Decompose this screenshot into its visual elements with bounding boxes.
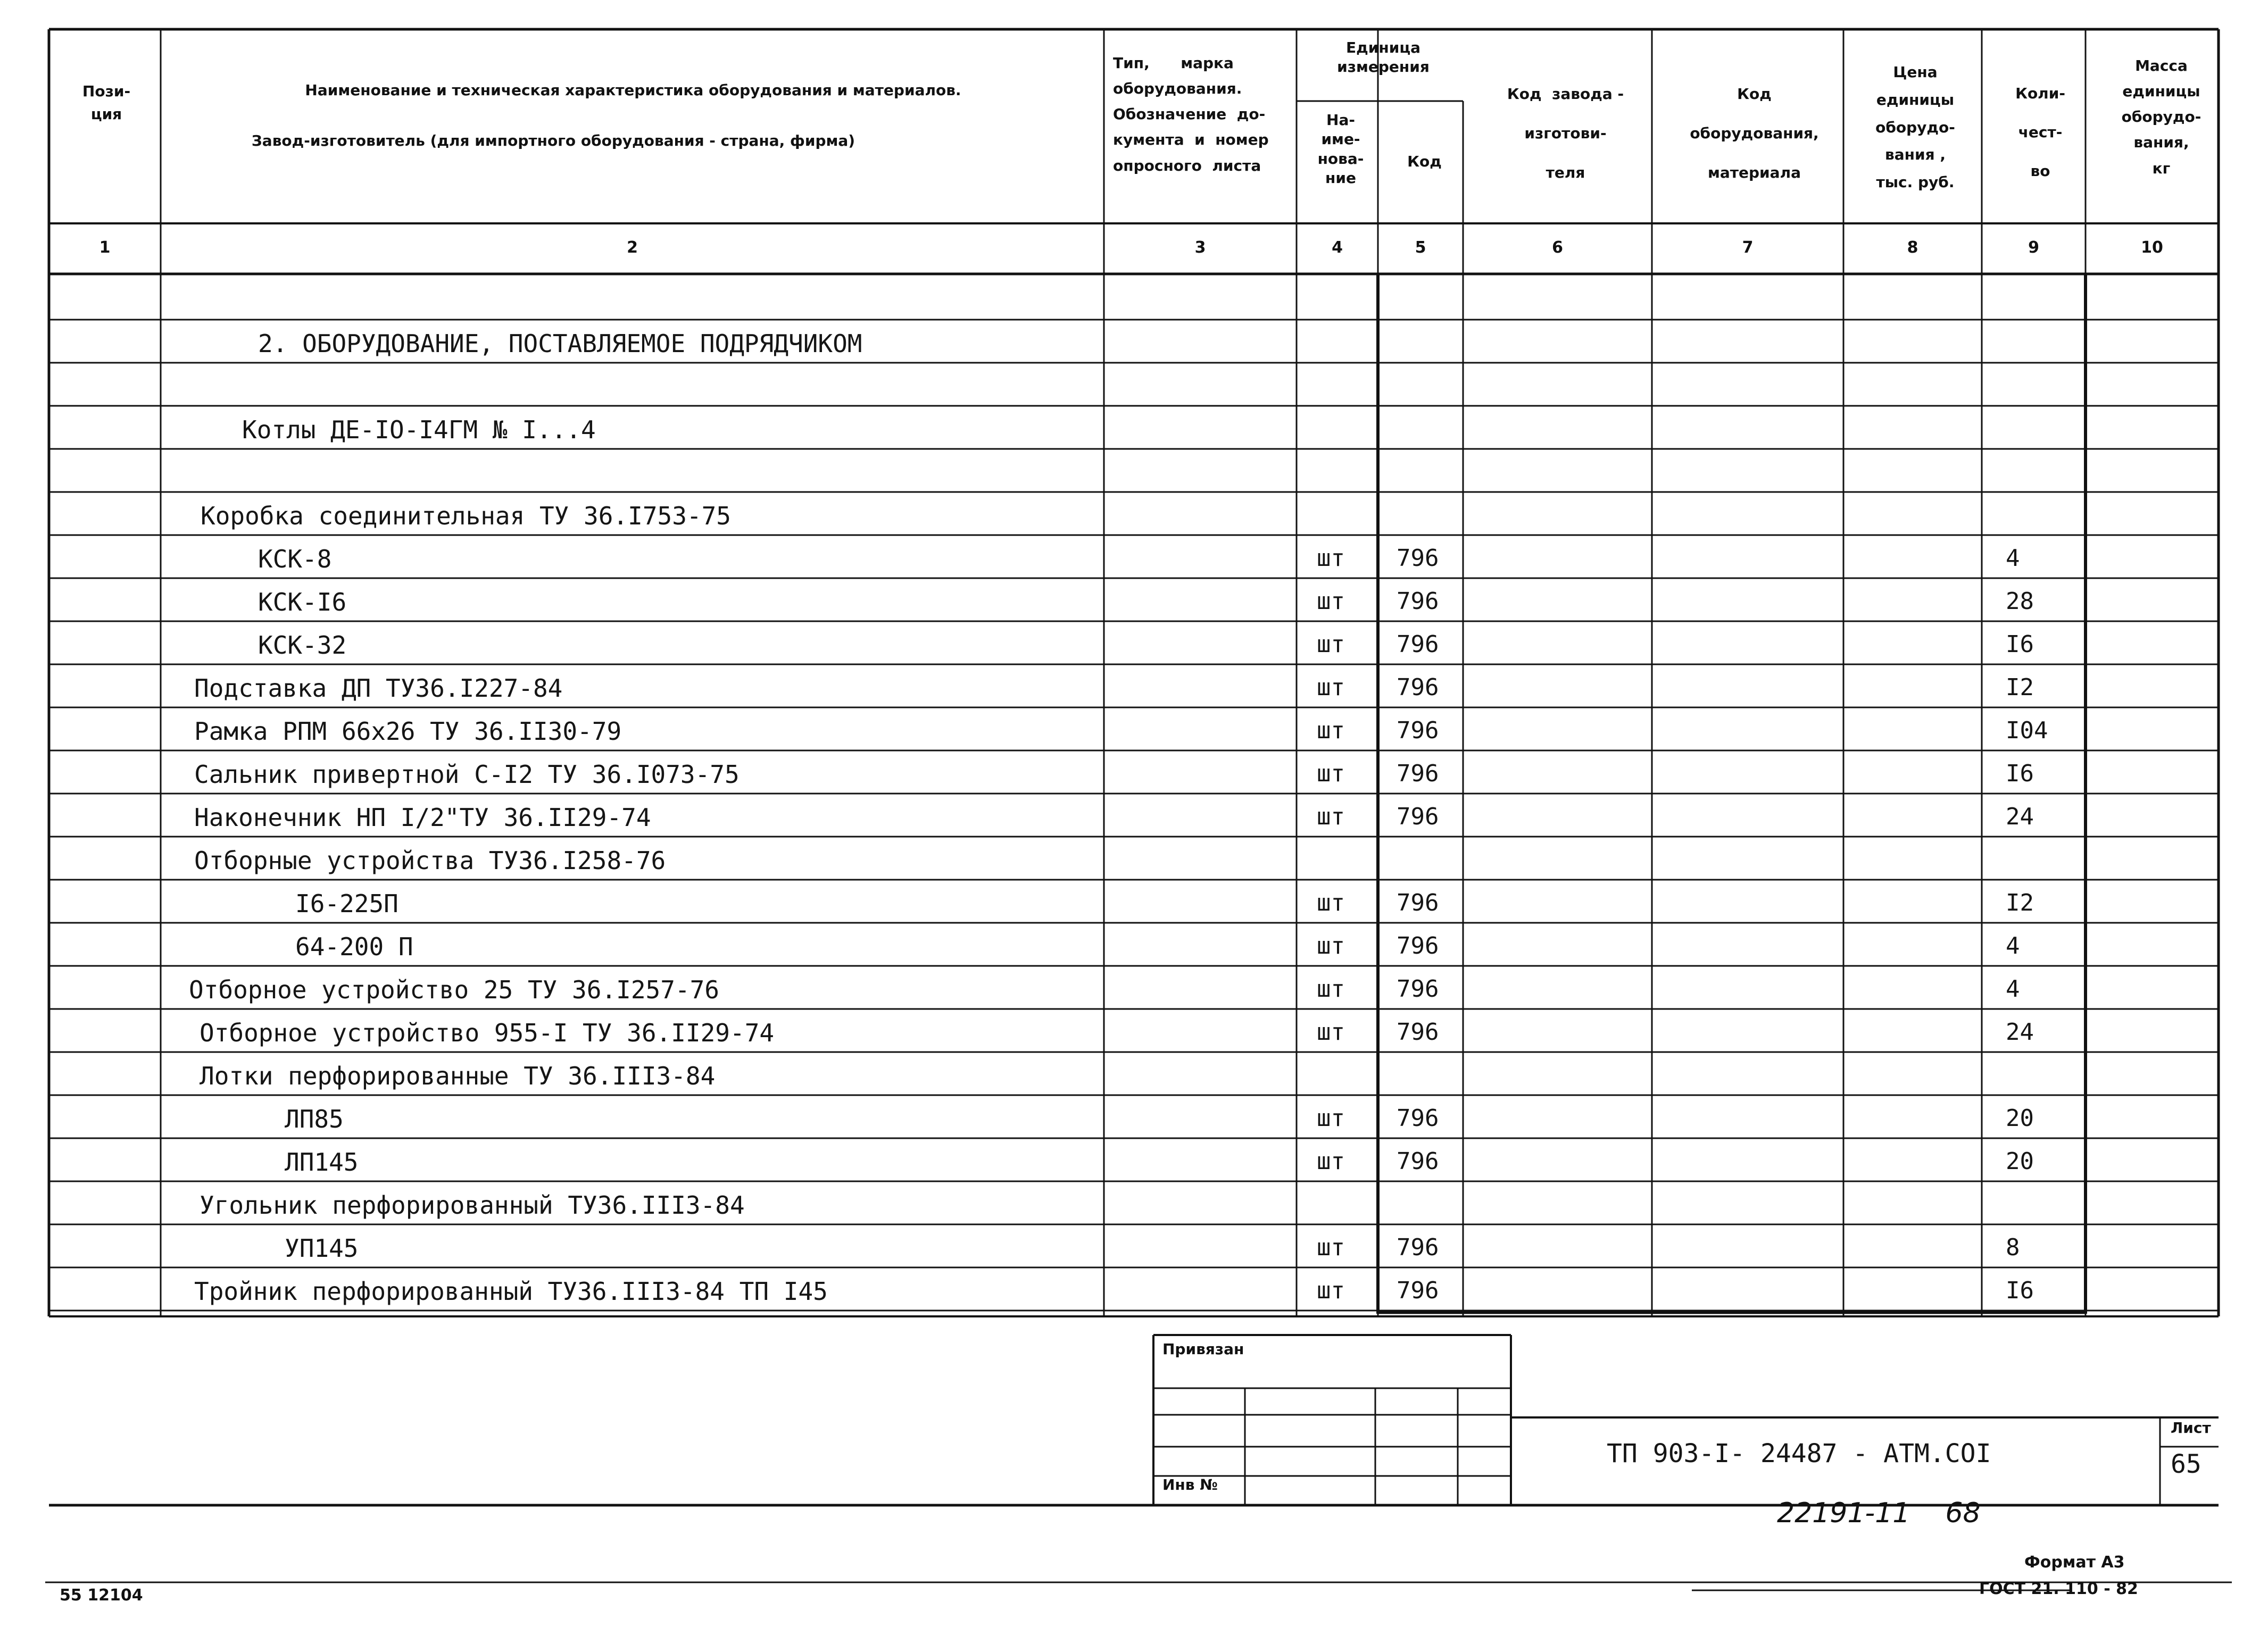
item-name: Рамка РПМ 66х26 ТУ 36.II30-79	[194, 717, 622, 746]
unit-name: шт	[1317, 1277, 1345, 1304]
item-name: ЛП145	[285, 1148, 359, 1177]
header-col5: Код	[1407, 153, 1442, 170]
unit-code: 796	[1397, 1105, 1439, 1132]
item-name: КСК-32	[258, 631, 347, 660]
left-code-label: 55 12104	[60, 1586, 143, 1605]
quantity: I2	[2006, 889, 2034, 916]
unit-name: шт	[1317, 975, 1345, 1003]
unit-code: 796	[1397, 932, 1439, 959]
column-number: 9	[2028, 238, 2039, 257]
unit-name: шт	[1317, 1234, 1345, 1261]
handwritten-archive-number: 22191-11 68	[1777, 1497, 1981, 1529]
format-label: Формат А3	[2024, 1553, 2125, 1572]
unit-code: 796	[1397, 717, 1439, 744]
item-name: Отборное устройство 25 ТУ 36.I257-76	[189, 975, 719, 1004]
header-col1: Пози- ция	[82, 82, 131, 123]
unit-name: шт	[1317, 1148, 1345, 1175]
unit-name: шт	[1317, 760, 1345, 787]
quantity: I2	[2006, 674, 2034, 701]
header-col2-line1: Наименование и техническая характеристика оборудования и материалов.	[305, 81, 961, 99]
stamp-sheet-number: 65	[2171, 1449, 2201, 1479]
unit-code: 796	[1397, 760, 1439, 787]
header-unit-group: Единица измерения	[1337, 39, 1430, 76]
item-name: КСК-I6	[258, 588, 347, 616]
item-name: Коробка соединительная ТУ 36.I753-75	[201, 502, 731, 530]
item-name: I6-225П	[295, 889, 398, 918]
item-name: Угольник перфорированный ТУ36.III3-84	[200, 1191, 745, 1220]
header-col10: Масса единицы оборудо- вания, кг	[2121, 57, 2201, 177]
quantity: I6	[2006, 1277, 2034, 1304]
column-number: 6	[1552, 238, 1563, 257]
item-name: ЛП85	[285, 1105, 344, 1133]
header-col8: Цена единицы оборудо- вания , тыс. руб.	[1875, 63, 1955, 191]
item-name: Сальник привертной С-I2 ТУ 36.I073-75	[194, 760, 740, 789]
unit-code: 796	[1397, 1277, 1439, 1304]
item-name: Наконечник НП I/2"ТУ 36.II29-74	[194, 803, 651, 832]
unit-name: шт	[1317, 631, 1345, 658]
item-name: Лотки перфорированные ТУ 36.III3-84	[200, 1062, 716, 1090]
unit-code: 796	[1397, 889, 1439, 916]
quantity: 20	[2006, 1148, 2034, 1175]
item-name: Подставка ДП ТУ36.I227-84	[194, 674, 563, 703]
unit-code: 796	[1397, 545, 1439, 572]
item-name: Тройник перфорированный ТУ36.III3-84 ТП I45	[194, 1277, 828, 1306]
header-col6: Код завода - изготови- теля	[1507, 85, 1624, 182]
unit-code: 796	[1397, 975, 1439, 1003]
unit-code: 796	[1397, 803, 1439, 830]
unit-name: шт	[1317, 803, 1345, 830]
header-col7: Код оборудования, материала	[1690, 85, 1819, 182]
header-col4: На- име- нова- ние	[1317, 111, 1364, 187]
quantity: I04	[2006, 717, 2048, 744]
quantity: 8	[2006, 1234, 2020, 1261]
item-name: УП145	[285, 1234, 359, 1263]
stamp-inv-label: Инв №	[1162, 1476, 1218, 1493]
unit-name: шт	[1317, 1019, 1345, 1046]
unit-name: шт	[1317, 545, 1345, 572]
quantity: I6	[2006, 760, 2034, 787]
quantity: 24	[2006, 803, 2034, 830]
stamp-sheet-label: Лист	[2171, 1419, 2211, 1437]
column-number: 1	[99, 238, 111, 257]
item-name: Отборные устройства ТУ36.I258-76	[194, 846, 666, 875]
header-col3: Тип, марка оборудования. Обозначение до- кумента и номер опросного листа	[1113, 54, 1269, 174]
unit-code: 796	[1397, 588, 1439, 615]
column-number: 10	[2141, 238, 2163, 257]
unit-name: шт	[1317, 588, 1345, 615]
quantity: 20	[2006, 1105, 2034, 1132]
unit-code: 796	[1397, 631, 1439, 658]
column-number: 7	[1742, 238, 1754, 257]
unit-code: 796	[1397, 1234, 1439, 1261]
quantity: 28	[2006, 588, 2034, 615]
gost-label: ГОСТ 21. 110 - 82	[1979, 1580, 2138, 1598]
item-name: 2. ОБОРУДОВАНИЕ, ПОСТАВЛЯЕМОЕ ПОДРЯДЧИКОМ	[258, 329, 862, 358]
unit-name: шт	[1317, 1105, 1345, 1132]
item-name: Отборное устройство 955-I ТУ 36.II29-74	[200, 1019, 775, 1047]
column-number: 3	[1194, 238, 1206, 257]
unit-code: 796	[1397, 1019, 1439, 1046]
stamp-doc-code: ТП 903-I- 24487 - АТМ.СОI	[1607, 1439, 1991, 1469]
quantity: I6	[2006, 631, 2034, 658]
header-col9: Коли- чест- во	[2015, 85, 2065, 180]
quantity: 4	[2006, 932, 2020, 959]
item-name: 64-200 П	[295, 932, 413, 961]
column-number: 8	[1907, 238, 1918, 257]
unit-name: шт	[1317, 674, 1345, 701]
column-number: 5	[1415, 238, 1426, 257]
item-name: Котлы ДЕ-IO-I4ГМ № I...4	[242, 415, 596, 444]
item-name: КСК-8	[258, 545, 332, 573]
unit-code: 796	[1397, 1148, 1439, 1175]
unit-name: шт	[1317, 717, 1345, 744]
quantity: 4	[2006, 545, 2020, 572]
column-number: 2	[627, 238, 638, 257]
column-number: 4	[1332, 238, 1343, 257]
stamp-attached-label: Привязан	[1162, 1340, 1244, 1358]
unit-name: шт	[1317, 889, 1345, 916]
quantity: 24	[2006, 1019, 2034, 1046]
unit-name: шт	[1317, 932, 1345, 959]
header-col2-line2: Завод-изготовитель (для импортного оборудования - страна, фирма)	[251, 132, 855, 149]
quantity: 4	[2006, 975, 2020, 1003]
unit-code: 796	[1397, 674, 1439, 701]
